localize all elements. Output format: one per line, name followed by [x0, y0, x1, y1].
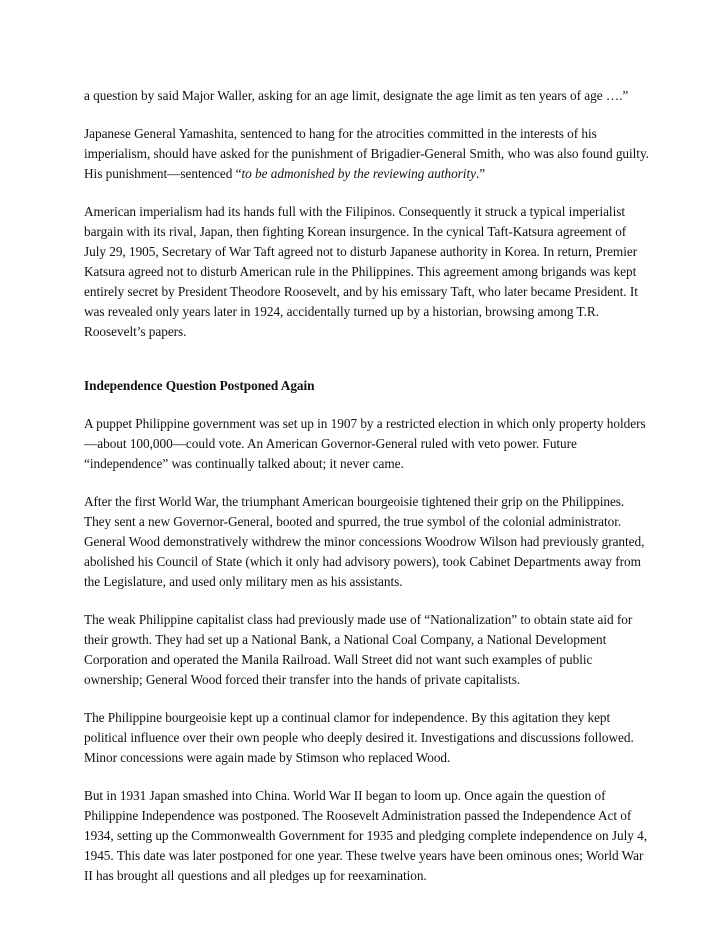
- paragraph-governor-wood: After the first World War, the triumphant American bourgeoisie tightened their grip on the Philippines. They sent a new Governor-General, booted and spurred, the true symbol of the colonial administrator. General Wood demonstratively withdrew the minor concessions Woodrow Wilson had previously granted, abolished his Council of State (which it only had advisory powers), took Cabinet Departments away from the Legislature, and used only military men as his assistants.: [84, 494, 645, 589]
- section-heading: Independence Question Postponed Again: [84, 378, 315, 393]
- paragraph-yamashita-end: .”: [475, 166, 486, 181]
- paragraph-waller-quote: a question by said Major Waller, asking for an age limit, designate the age limit as ten years of age ….”: [84, 88, 629, 103]
- paragraph-puppet-government: A puppet Philippine government was set up in 1907 by a restricted election in which only property holders—about 100,000—could vote. An American Governor-General ruled with veto power. Future “independence” was continually talked about; it never came.: [84, 416, 646, 471]
- paragraph-taft-katsura: American imperialism had its hands full with the Filipinos. Consequently it struck a typical imperialist bargain with its rival, Japan, then fighting Korean insurgence. In the cynical Taft-Katsura agreement of July 29, 1905, Secretary of War Taft agreed not to disturb Japanese authority in Korea. In return, Premier Katsura agreed not to disturb American rule in the Philippines. This agreement among brigands was kept entirely secret by President Theodore Roosevelt, and by his emissary Taft, who later became President. It was revealed only years later in 1924, accidentally turned up by a historian, browsing among T.R. Roosevelt’s papers.: [84, 204, 638, 339]
- paragraph-yamashita-text: Japanese General Yamashita, sentenced to hang for the atrocities committed in the interests of his imperialism, should have asked for the punishment of Brigadier-General Smith, who was also found guilty. His punishment—sentenced “: [84, 126, 649, 181]
- paragraph-world-war-ii: But in 1931 Japan smashed into China. World War II began to loom up. Once again the question of Philippine Independence was postponed. The Roosevelt Administration passed the Independence Act of 1934, setting up the Commonwealth Government for 1935 and pledging complete independence on July 4, 1945. This date was later postponed for one year. These twelve years have been ominous ones; World War II has brought all questions and all pledges up for reexamination.: [84, 788, 648, 883]
- document-page: [84, 86, 650, 904]
- italic-quote: to be admonished by the reviewing authority: [241, 166, 476, 181]
- paragraph-bourgeoisie-clamor: The Philippine bourgeoisie kept up a continual clamor for independence. By this agitation they kept political influence over their own people who deeply desired it. Investigations and discussions followed. Minor concessions were again made by Stimson who replaced Wood.: [84, 710, 634, 765]
- paragraph-nationalization: The weak Philippine capitalist class had previously made use of “Nationalization” to obtain state aid for their growth. They had set up a National Bank, a National Coal Company, a National Development Corporation and operated the Manila Railroad. Wall Street did not want such examples of public ownership; General Wood forced their transfer into the hands of private capitalists.: [84, 612, 633, 687]
- paragraph-yamashita: [84, 124, 650, 184]
